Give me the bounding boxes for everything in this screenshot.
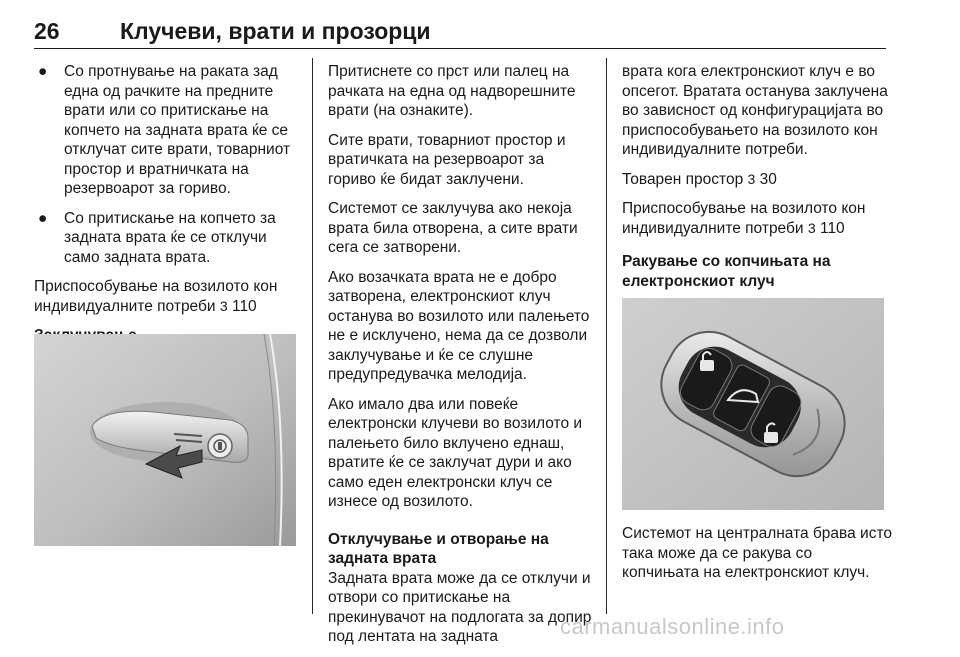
key-caption-block: [622, 524, 892, 593]
paragraph: врата кога електронскиот клуч е во опсегот. Вратата останува заклучена во зависност од конфигурацијата во приспособувањето на возилото кон индивидуалните потреби.: [622, 63, 888, 158]
cross-reference: [622, 170, 892, 190]
paragraph: Ако имало два или повеќе електронски клучеви во возилото и палењето било вклучено еднаш, вратите ќе се заклучат дури и ако само еден електронски клуч се изнесе од возилото.: [328, 395, 583, 510]
caption: Системот на централната брава исто така може да се ракува со копчињата на електронскиот клуч.: [622, 525, 892, 581]
section-heading: Отклучување и отворање на задната врата: [328, 530, 549, 567]
paragraph: Сите врати, товарниот простор и вратичката на резервоарот за гориво ќе бидат заклучени.: [328, 131, 566, 188]
bullet-icon: ●: [38, 209, 48, 227]
section-heading: Ракување со копчињата на електронскиот клуч: [622, 253, 831, 290]
list-item-text: Со притискање на копчето за задната врата ќе се отклучи само задната врата.: [64, 209, 276, 266]
bullet-icon: ●: [38, 63, 48, 80]
reference-arrow-icon: 3: [807, 219, 816, 236]
electronic-key-illustration: [622, 298, 884, 510]
watermark: carmanualsonline.info: [560, 614, 785, 639]
reference-page[interactable]: 110: [819, 219, 845, 237]
reference-arrow-icon: 3: [747, 170, 756, 187]
reference-page[interactable]: 30: [759, 170, 777, 188]
column-divider: [606, 58, 607, 614]
list-item: [34, 62, 296, 199]
reference-text: Приспособување на возилото кон индивидуалните потреби: [34, 278, 278, 315]
paragraph: Притиснете со прст или палец на рачката на една од надворешните врати (на ознаките).: [328, 63, 576, 119]
column-3: [622, 62, 892, 301]
reference-page[interactable]: 110: [231, 297, 257, 315]
page-number: 26: [34, 18, 60, 44]
list-item-text: Со протнување на раката зад една од рачките на предните врати или со притискање на копчето на задната врата ќе се отклучат сите врати, товарниот простор и вратничката на резервоарот за гориво.: [64, 63, 291, 197]
page-header: [34, 18, 886, 49]
reference-text: Приспособување на возилото кон индивидуалните потреби: [622, 200, 866, 237]
paragraph: Системот се заклучува ако некоја врата била отворена, а сите врати сега се затворени.: [328, 200, 578, 256]
paragraph: Ако возачката врата не е добро затворена, електронскиот клуч останува во возилото или палењето не е исклучено, нема да се дозволи заклучување и ќе се слушне предупредувачка мелодија.: [328, 268, 590, 383]
reference-arrow-icon: 3: [219, 297, 228, 314]
paragraph: Задната врата може да се отклучи и отвори со притискање на прекинувачот на подлогата за допир под лентата на задната: [328, 569, 592, 645]
column-divider: [312, 58, 313, 614]
column-2: [328, 62, 596, 657]
cross-reference: [622, 199, 892, 238]
list-item: [34, 209, 296, 268]
door-handle-illustration: [34, 334, 296, 546]
column-1: [34, 62, 296, 356]
reference-text: Товарен простор: [622, 170, 744, 188]
cross-reference: [34, 277, 296, 316]
page-title: Клучеви, врати и прозорци: [120, 18, 431, 44]
